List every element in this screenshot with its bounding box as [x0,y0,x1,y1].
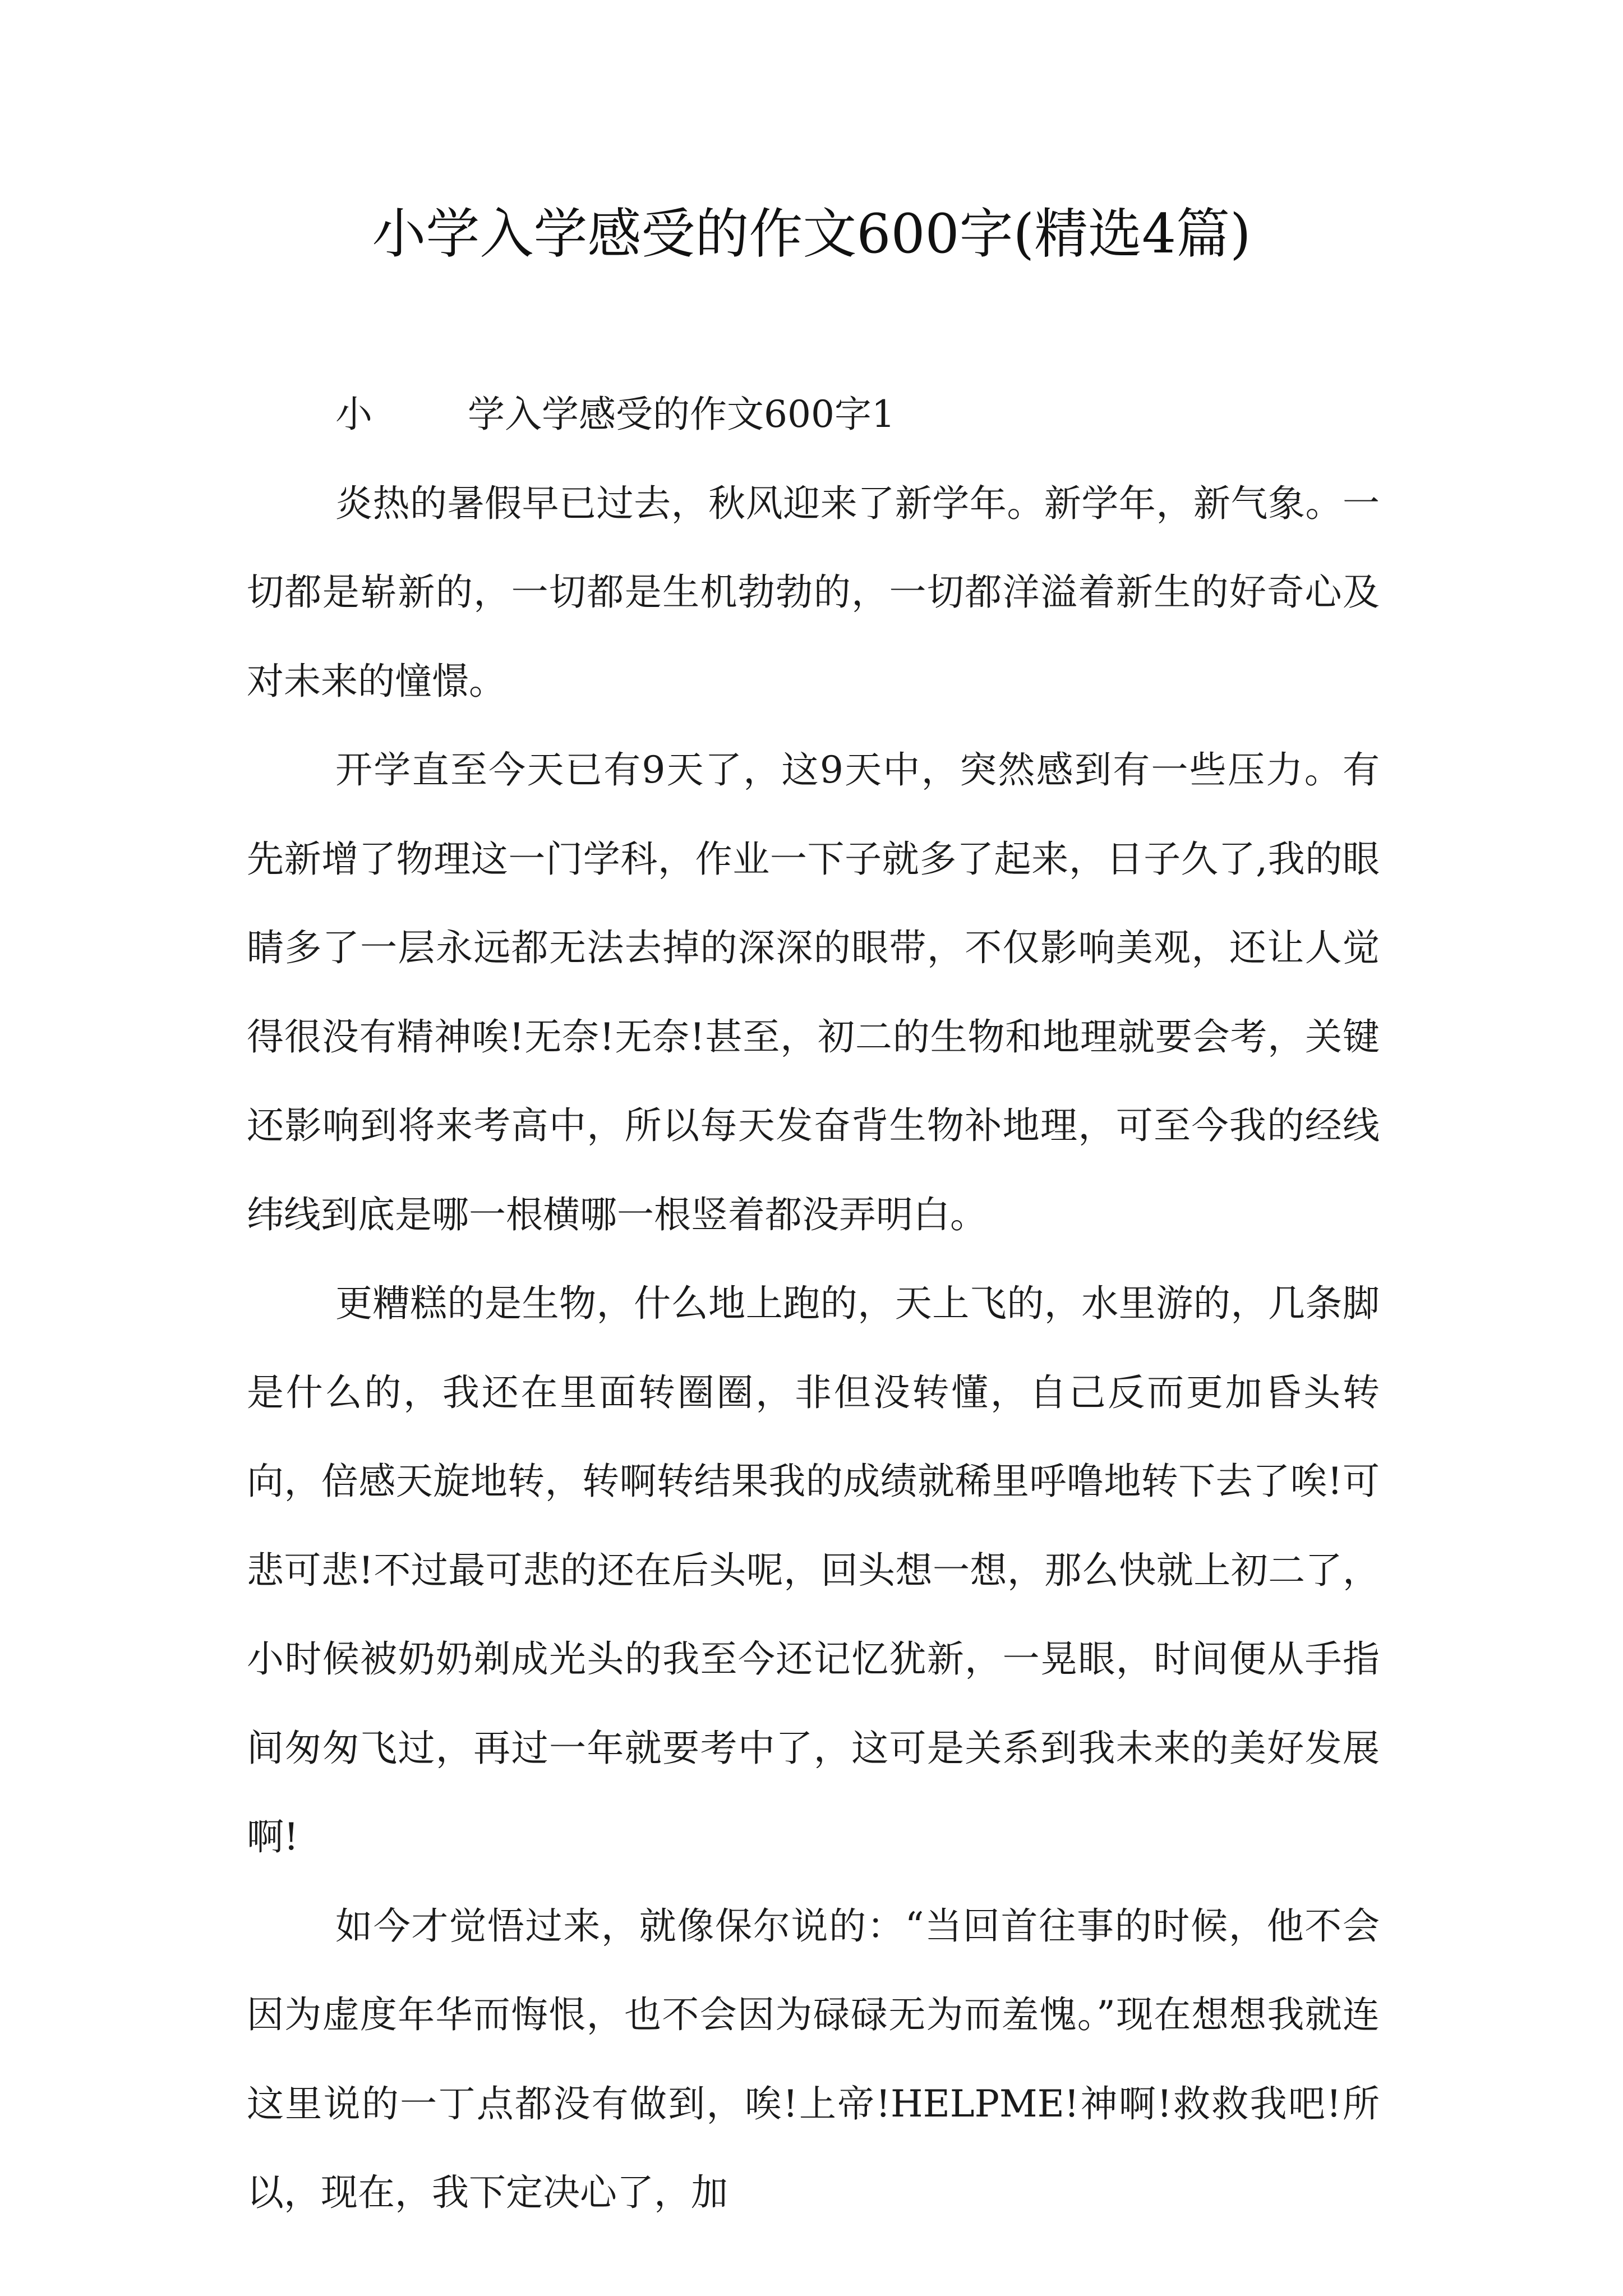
document-body [247,370,1380,2238]
section-heading [247,370,1380,459]
paragraph-4: 如今才觉悟过来，就像保尔说的：“当回首往事的时候，他不会因为虚度年华而悔恨，也不会因为碌碌无为而羞愧。”现在想想我就连这里说的一丁点都没有做到，唉!上帝!HELPME!神啊!救救我吧!所以，现在，我下定决心了，加 [247,1904,1380,2214]
paragraph-3: 更糟糕的是生物，什么地上跑的，天上飞的，水里游的，几条脚是什么的，我还在里面转圈圈，非但没转懂，自己反而更加昏头转向，倍感天旋地转，转啊转结果我的成绩就稀里呼噜地转下去了唉!可悲可悲!不过最可悲的还在后头呢，回头想一想，那么快就上初二了，小时候被奶奶剃成光头的我至今还记忆犹新，一晃眼，时间便从手指间匆匆飞过，再过一年就要考中了，这可是关系到我未来的美好发展啊! [247,1282,1380,1858]
paragraph-2: 开学直至今天已有9天了，这9天中，突然感到有一些压力。有先新增了物理这一门学科，作业一下子就多了起来，日子久了,我的眼睛多了一层永远都无法去掉的深深的眼带，不仅影响美观，还让人觉得很没有精神唉!无奈!无奈!甚至，初二的生物和地理就要会考，关键还影响到将来考高中，所以每天发奋背生物补地理，可至今我的经线纬线到底是哪一根横哪一根竖着都没弄明白。 [247,748,1380,1236]
document-title: 小学入学感受的作文600字(精选4篇) [372,203,1251,265]
section-heading-part2: 学入学感受的作文600字1 [468,393,895,436]
section-heading-part1: 小 [335,393,372,436]
paragraph-1: 炎热的暑假早已过去，秋风迎来了新学年。新学年，新气象。一切都是崭新的，一切都是生机勃勃的，一切都洋溢着新生的好奇心及对未来的憧憬。 [247,481,1380,703]
